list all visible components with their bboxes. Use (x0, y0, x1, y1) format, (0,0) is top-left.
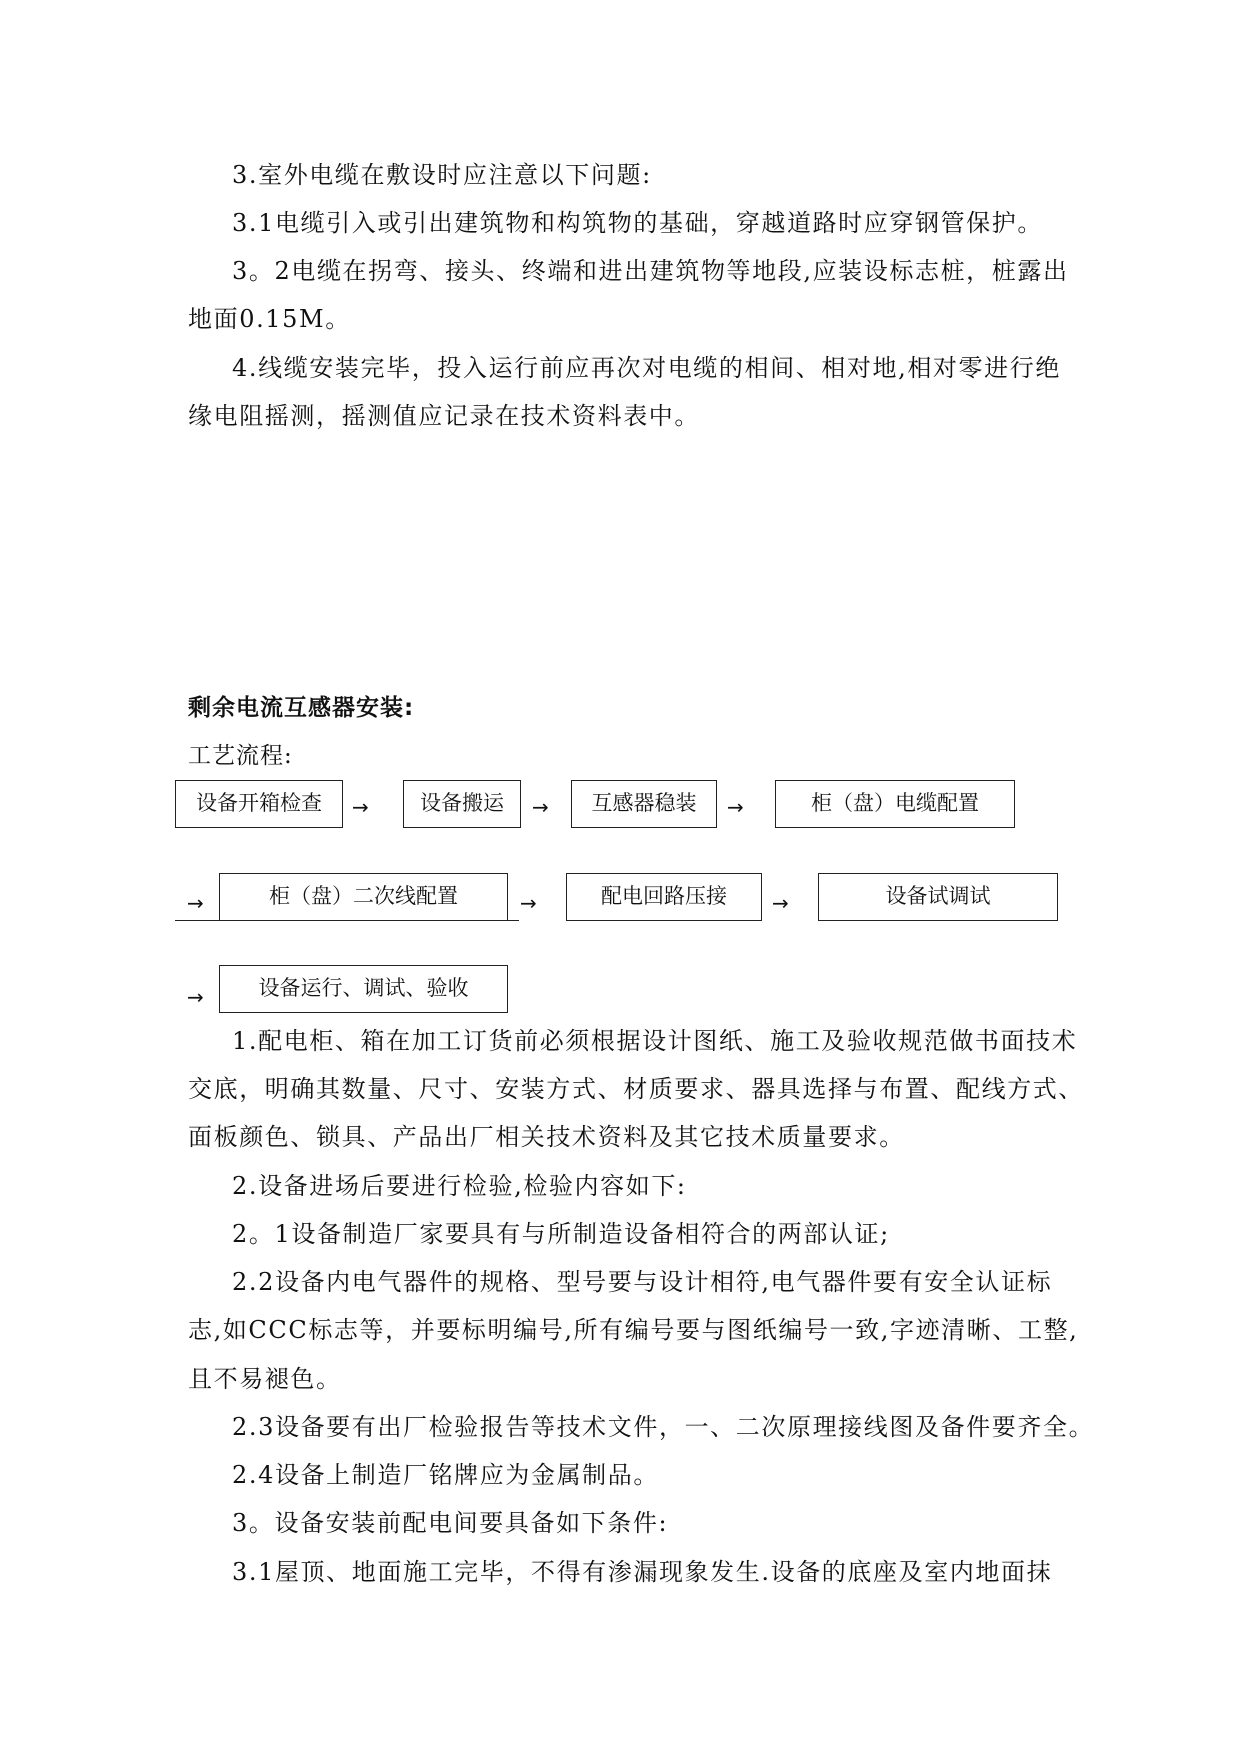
section-heading: 剩余电流互感器安装: (188, 695, 415, 721)
flow-arrow: → (187, 891, 204, 915)
flow-arrow: → (187, 985, 204, 1009)
body-3-1: 3.1屋顶、地面施工完毕，不得有渗漏现象发生.设备的底座及室内地面抹 (232, 1558, 1053, 1586)
paragraph-4-line1: 4.线缆安装完毕，投入运行前应再次对电缆的相间、相对地,相对零进行绝 (232, 354, 1061, 382)
flow-arrow: → (352, 795, 369, 819)
body-2-4: 2.4设备上制造厂铭牌应为金属制品。 (232, 1461, 659, 1489)
paragraph-3: 3.室外电缆在敷设时应注意以下问题: (232, 161, 652, 189)
body-2-1: 2。1设备制造厂家要具有与所制造设备相符合的两部认证; (232, 1220, 890, 1248)
flow-step-unpack-inspect: 设备开箱检查 (175, 780, 343, 828)
flow-arrow: → (520, 891, 537, 915)
paragraph-3-2-line1: 3。2电缆在拐弯、接头、终端和进出建筑物等地段,应装设标志桩，桩露出 (232, 257, 1069, 285)
paragraph-3-1: 3.1电缆引入或引出建筑物和构筑物的基础，穿越道路时应穿钢管保护。 (232, 209, 1043, 237)
body-1-line1: 1.配电柜、箱在加工订货前必须根据设计图纸、施工及验收规范做书面技术 (232, 1027, 1078, 1055)
flow-step-cabinet-cable: 柜（盘）电缆配置 (775, 780, 1015, 828)
paragraph-3-2-line2: 地面0.15M。 (188, 305, 351, 333)
body-2-3: 2.3设备要有出厂检验报告等技术文件，一、二次原理接线图及备件要齐全。 (232, 1413, 1095, 1441)
flow-arrow: → (772, 891, 789, 915)
flow-step-secondary-wiring: 柜（盘）二次线配置 (219, 873, 508, 921)
flow-step-test-commission: 设备试调试 (818, 873, 1058, 921)
flow-step-operate-accept: 设备运行、调试、验收 (219, 965, 508, 1013)
flow-step-transport: 设备搬运 (403, 780, 521, 828)
body-1-line2: 交底，明确其数量、尺寸、安装方式、材质要求、器具选择与布置、配线方式、 (188, 1075, 1084, 1103)
body-2-2-line2: 志,如CCC标志等，并要标明编号,所有编号要与图纸编号一致,字迹清晰、工整, (188, 1316, 1079, 1344)
body-2-2-line1: 2.2设备内电气器件的规格、型号要与设计相符,电气器件要有安全认证标 (232, 1268, 1053, 1296)
body-1-line3: 面板颜色、锁具、产品出厂相关技术资料及其它技术质量要求。 (188, 1123, 905, 1151)
flow-arrow: → (532, 795, 549, 819)
body-2-2-line3: 且不易褪色。 (188, 1365, 342, 1393)
paragraph-4-line2: 缘电阻摇测，摇测值应记录在技术资料表中。 (188, 402, 700, 430)
body-3: 3。设备安装前配电间要具备如下条件: (232, 1509, 669, 1537)
flow-step-transformer-mount: 互感器稳装 (571, 780, 717, 828)
flow-step-circuit-crimp: 配电回路压接 (566, 873, 762, 921)
body-2: 2.设备进场后要进行检验,检验内容如下: (232, 1172, 687, 1200)
flow-arrow: → (727, 795, 744, 819)
flow-label: 工艺流程: (188, 743, 293, 769)
